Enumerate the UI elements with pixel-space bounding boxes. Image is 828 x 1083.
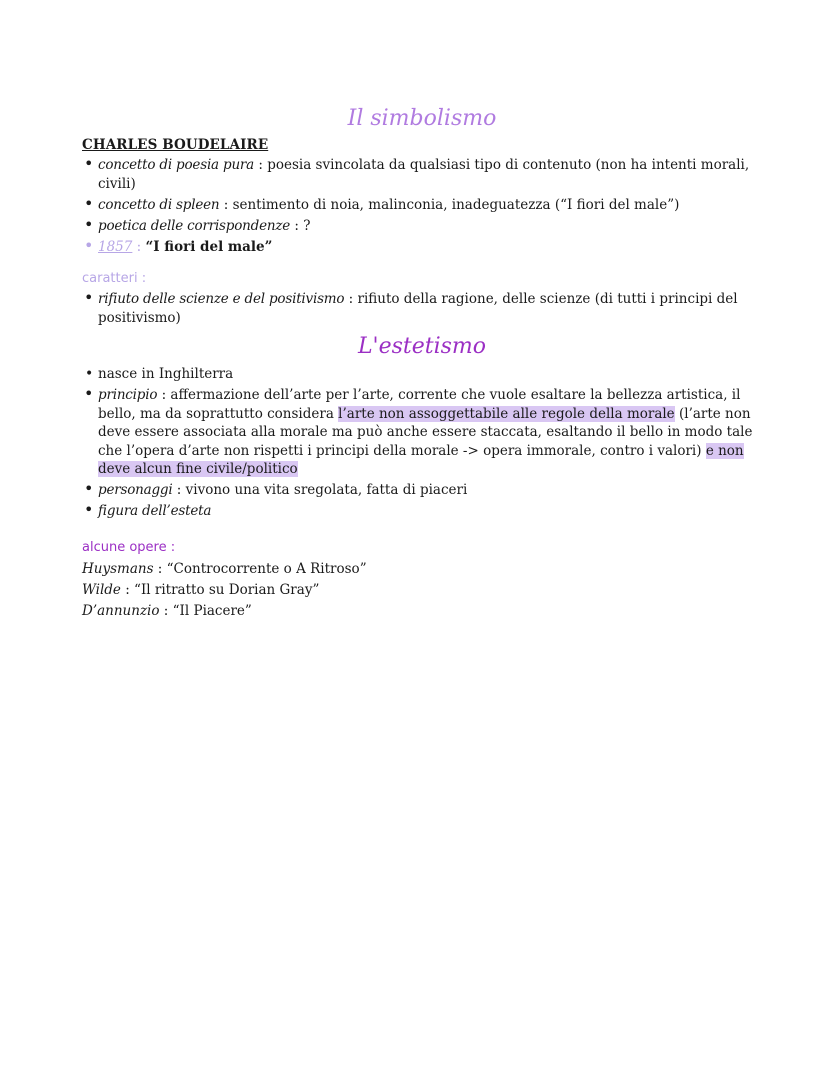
list-item bbox=[82, 290, 762, 327]
bullet-icon: • bbox=[84, 384, 94, 403]
separator: : bbox=[290, 217, 304, 234]
separator: : bbox=[344, 291, 358, 307]
bullet-icon: • bbox=[84, 214, 94, 234]
term: principio bbox=[98, 387, 158, 403]
list-item bbox=[82, 502, 762, 521]
item-text: poesia svincolata da qualsiasi tipo di contenuto (non ha intenti morali, civili) bbox=[98, 157, 750, 192]
bullet-icon: • bbox=[84, 193, 94, 213]
separator: : bbox=[157, 387, 171, 403]
separator: : bbox=[219, 196, 233, 213]
document-page bbox=[82, 104, 762, 622]
list-item bbox=[82, 601, 762, 622]
caratteri-list bbox=[82, 290, 762, 327]
bullet-icon: • bbox=[85, 366, 94, 382]
bullet-icon: • bbox=[84, 500, 94, 519]
list-item bbox=[82, 235, 762, 257]
item-text: vivono una vita sregolata, fatta di piaceri bbox=[185, 482, 468, 498]
term: concetto di spleen bbox=[98, 196, 220, 213]
work-title: “Controcorrente o A Ritroso” bbox=[166, 560, 367, 577]
list-item bbox=[82, 386, 762, 479]
estetismo-list bbox=[82, 365, 762, 521]
item-text: ? bbox=[303, 217, 311, 234]
item-text: (l’arte non deve essere associata alla morale ma può anche essere staccata, esaltando il bello in modo tale che l’opera d’arte non rispetti i principi della morale -> opera immorale, contro i valori) bbox=[98, 405, 753, 459]
work-author: Huysmans bbox=[82, 560, 154, 577]
date-term: 1857 bbox=[98, 238, 133, 255]
list-item bbox=[82, 156, 762, 193]
work-author: D’annunzio bbox=[82, 602, 160, 619]
term: poetica delle corrispondenze bbox=[98, 217, 291, 234]
term: figura dell’esteta bbox=[98, 503, 212, 519]
list-item bbox=[82, 193, 762, 215]
item-text: sentimento di noia, malinconia, inadeguatezza (“I fiori del male”) bbox=[232, 196, 680, 213]
opere-list bbox=[82, 559, 762, 622]
list-item bbox=[82, 214, 762, 236]
list-item bbox=[82, 559, 762, 580]
item-text: affermazione dell’arte per l’arte, corrente che vuole esaltare la bellezza artistica, il bello, ma da soprattutto considera bbox=[98, 387, 741, 422]
author-heading: CHARLES BOUDELAIRE bbox=[82, 137, 269, 153]
list-item bbox=[82, 365, 762, 384]
item-text: nasce in Inghilterra bbox=[98, 366, 234, 382]
simbolismo-list bbox=[82, 156, 762, 256]
separator: : bbox=[254, 157, 268, 173]
bullet-icon: • bbox=[84, 288, 94, 307]
work-title: “Il Piacere” bbox=[172, 602, 252, 619]
highlighted-text: e non deve alcun fine civile/politico bbox=[98, 442, 744, 477]
work-title: “Il ritratto su Dorian Gray” bbox=[134, 581, 320, 598]
separator: : bbox=[120, 581, 135, 598]
section-title-estetismo: L'estetismo bbox=[357, 334, 487, 359]
highlighted-text: l’arte non assoggettabile alle regole della morale bbox=[338, 405, 675, 422]
section-title-simbolismo: Il simbolismo bbox=[347, 106, 497, 131]
separator: : bbox=[153, 560, 167, 577]
caratteri-label: caratteri : bbox=[82, 271, 147, 286]
item-text: rifiuto della ragione, delle scienze (di tutti i principi del positivismo) bbox=[98, 291, 738, 326]
separator: : bbox=[132, 238, 146, 255]
list-item bbox=[82, 580, 762, 601]
bullet-icon: • bbox=[84, 235, 94, 255]
opere-label: alcune opere : bbox=[82, 539, 176, 555]
term: personaggi bbox=[98, 482, 173, 498]
bullet-icon: • bbox=[84, 479, 94, 498]
separator: : bbox=[159, 602, 173, 619]
list-item bbox=[82, 481, 762, 500]
term: rifiuto delle scienze e del positivismo bbox=[98, 291, 345, 307]
item-text: “I fiori del male” bbox=[145, 238, 273, 255]
separator: : bbox=[172, 482, 186, 498]
term: concetto di poesia pura bbox=[98, 157, 255, 173]
bullet-icon: • bbox=[84, 154, 94, 173]
work-author: Wilde bbox=[82, 581, 121, 598]
